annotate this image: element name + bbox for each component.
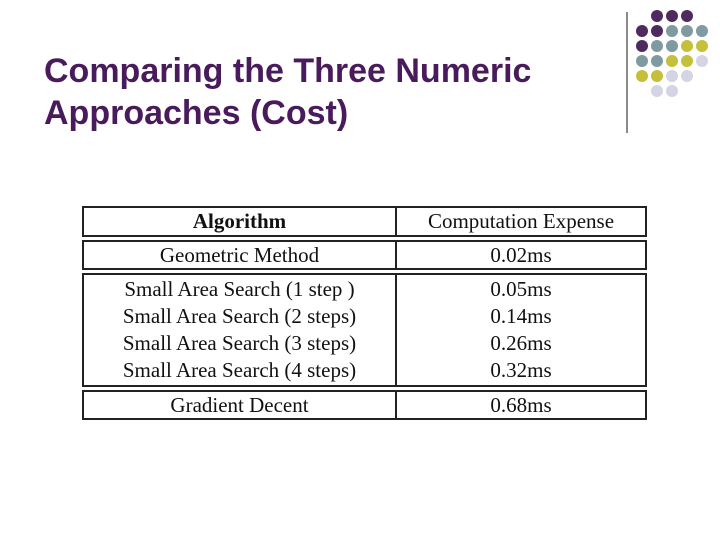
algorithm-cell: Small Area Search (1 step ): [124, 277, 355, 301]
decorative-dot: [696, 55, 708, 67]
decorative-dot: [651, 55, 663, 67]
expense-cell: 0.26ms: [490, 331, 552, 355]
decorative-dot: [666, 25, 678, 37]
decorative-dot: [666, 70, 678, 82]
table-header-row: [82, 206, 647, 237]
decorative-dot: [681, 70, 693, 82]
decorative-dot: [666, 55, 678, 67]
decorative-dot: [666, 10, 678, 22]
divider-line: [626, 12, 628, 133]
algorithm-cell: Small Area Search (2 steps): [122, 304, 357, 328]
expense-cell: 0.02ms: [490, 243, 552, 267]
table-row: [82, 390, 647, 420]
table-row: [82, 240, 647, 270]
decorative-dot: [651, 10, 663, 22]
decorative-dot: [696, 25, 708, 37]
expense-cell: 0.68ms: [490, 393, 552, 417]
decorative-dot: [651, 25, 663, 37]
slide-title: [44, 50, 614, 134]
decorative-dot: [681, 25, 693, 37]
algorithm-cell: Geometric Method: [84, 242, 397, 268]
decorative-dot: [681, 10, 693, 22]
decorative-dot: [636, 25, 648, 37]
decorative-dot: [681, 55, 693, 67]
decorative-dot: [666, 85, 678, 97]
algorithm-cell: Gradient Decent: [84, 392, 397, 418]
decorative-dot: [636, 55, 648, 67]
decorative-dot: [696, 40, 708, 52]
table-row-group: [82, 273, 647, 387]
algorithm-cell: Small Area Search (3 steps): [122, 331, 357, 355]
decorative-dot: [651, 70, 663, 82]
slide-title-line-2: Approaches (Cost): [44, 94, 349, 132]
expense-cell: 0.05ms: [490, 277, 552, 301]
algorithm-cell: Small Area Search (4 steps): [122, 358, 357, 382]
decorative-dot: [651, 85, 663, 97]
decorative-dot: [636, 70, 648, 82]
decorative-dot: [666, 40, 678, 52]
slide-title-line-1: Comparing the Three Numeric: [44, 52, 532, 90]
cost-comparison-table: [82, 206, 647, 423]
expense-cell: 0.32ms: [490, 358, 552, 382]
decorative-dot: [651, 40, 663, 52]
expense-cell: 0.14ms: [490, 304, 552, 328]
decorative-dot-grid: [636, 10, 709, 98]
header-algorithm: Algorithm: [84, 208, 397, 235]
decorative-dot: [636, 40, 648, 52]
decorative-dot: [681, 40, 693, 52]
header-computation-expense: Computation Expense: [427, 209, 615, 233]
